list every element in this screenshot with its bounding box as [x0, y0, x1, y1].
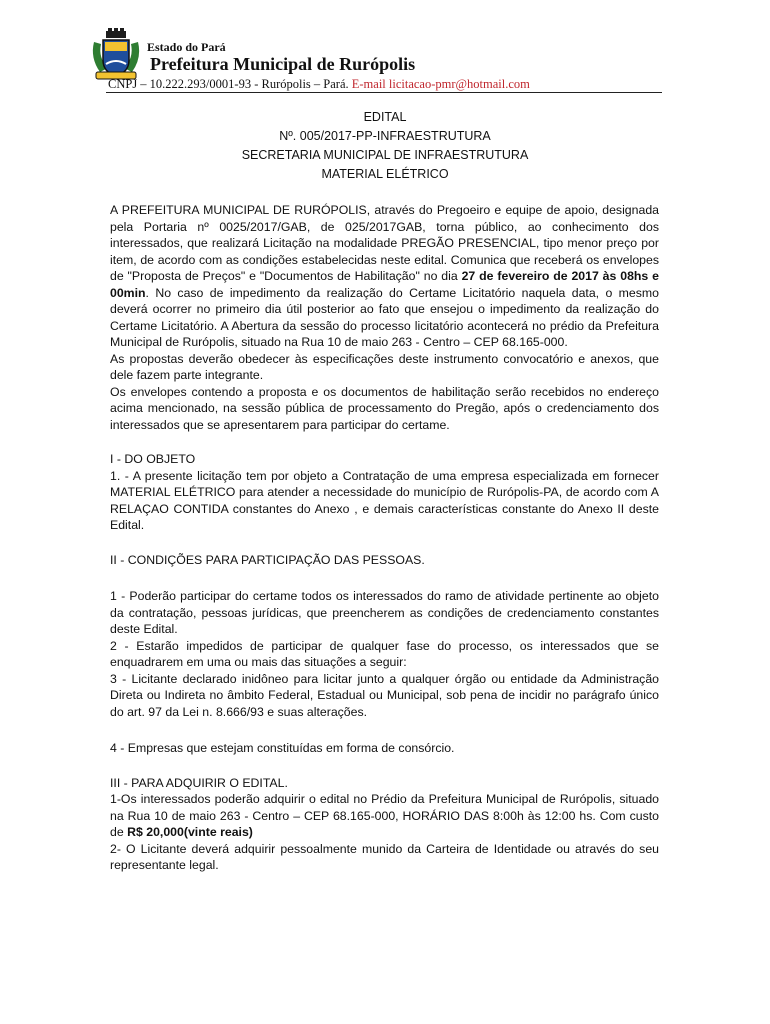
section-3-price: R$ 20,000(vinte reais)	[127, 825, 253, 839]
section-3-heading: III - PARA ADQUIRIR O EDITAL.	[110, 775, 288, 790]
header-divider	[106, 92, 662, 93]
edital-number: Nº. 005/2017-PP-INFRAESTRUTURA	[279, 129, 491, 143]
state-name: Estado do Pará	[147, 40, 226, 54]
intro-envelopes-paragraph: Os envelopes contendo a proposta e os documentos de habilitação serão recebidos no endereço acima mencionado, na sessão pública de processamento do Pregão, após o credenciamento dos interessados que se apresentarem para participar do certame.	[110, 384, 659, 432]
secretaria-name: SECRETARIA MUNICIPAL DE INFRAESTRUTURA	[241, 148, 529, 162]
section-1-heading: I - DO OBJETO	[110, 452, 196, 466]
edital-title: EDITAL	[363, 110, 407, 124]
intro-paragraph	[110, 202, 659, 351]
section-3-item-1-text: 1-Os interessados poderão adquirir o edital no Prédio da Prefeitura Municipal de Rurópolis, situado na Rua 10 de maio 263 - Centro – CEP 68.165-000, HORÁRIO DAS 8:00h às 12:00 hs. Com custo de	[110, 792, 659, 839]
section-2-item-3: 3 - Licitante declarado inidôneo para licitar junto a qualquer órgão ou entidade da Administração Direta ou Indireta no âmbito Federal, Estadual ou Municipal, sob pena de incidir no parágrafo único do art. 97 da Lei n. 8.666/93 e suas alterações.	[110, 671, 659, 719]
intro-text-b: . No caso de impedimento da realização do Certame Licitatório naquela data, o mesmo deverá ocorrer no primeiro dia útil posterior ao fato que ensejou o impedimento da realização do Certame Licitatório. A Abertura da sessão do processo licitatório acontecerá no prédio da Prefeitura Municipal de Rurópolis, situado na Rua 10 de maio 263 - Centro – CEP 68.165-000.	[110, 285, 659, 349]
coat-of-arms-icon	[88, 28, 144, 82]
cnpj-text: CNPJ – 10.222.293/0001-93 - Rurópolis – Pará.	[108, 77, 349, 91]
intro-proposals-paragraph: As propostas deverão obedecer às especificações deste instrumento convocatório e anexos, que dele fazem parte integrante.	[110, 351, 659, 382]
prefeitura-title: Prefeitura Municipal de Rurópolis	[150, 54, 416, 74]
email-link[interactable]: E-mail licitacao-pmr@hotmail.com	[351, 77, 530, 91]
section-1-item-1: 1. - A presente licitação tem por objeto a Contratação de uma empresa especializada em fornecer MATERIAL ELÉTRICO para atender a necessidade do município de Rurópolis-PA, de acordo com A RELAÇAO CONTIDA constantes do Anexo , e demais características constante do Anexo II deste Edital.	[110, 468, 659, 532]
edital-title-block	[100, 108, 670, 184]
section-2-item-4: 4 - Empresas que estejam constituídas em forma de consórcio.	[110, 741, 455, 755]
edital-body	[110, 202, 659, 874]
section-2-item-1: 1 - Poderão participar do certame todos os interessados do ramo de atividade pertinente ao objeto da contratação, pessoas jurídicas, que preencherem as condições de credenciamento constantes deste Edital.	[110, 589, 659, 636]
section-2-item-2: 2 - Estarão impedidos de participar de qualquer fase do processo, os interessados que se enquadrarem em uma ou mais das situações a seguir:	[110, 638, 659, 669]
intro-text-a: A PREFEITURA MUNICIPAL DE RURÓPOLIS, através do Pregoeiro e equipe de apoio, designada pela Portaria nº 0025/2017/GAB, de 025/2017GAB, torna público, ao conhecimento dos interessados, que realizará Licitação na modalidade PREGÃO PRESENCIAL, tipo menor preço por item, de acordo com as condições estabelecidas neste edital. Comunica que receberá os envelopes de "Proposta de Preços" e "Documentos de Habilitação" no dia	[110, 203, 659, 283]
section-3-item-2: 2- O Licitante deverá adquirir pessoalmente munido da Carteira de Identidade ou através do seu representante legal.	[110, 841, 659, 872]
edital-subject: MATERIAL ELÉTRICO	[321, 167, 449, 181]
section-3-item-1	[110, 791, 659, 841]
section-2-heading: II - CONDIÇÕES PARA PARTICIPAÇÃO DAS PESSOAS.	[110, 552, 425, 567]
intro-date: 27 de fevereiro de 2017 às 08hs e 00min	[110, 269, 659, 300]
cnpj-line	[108, 77, 530, 92]
